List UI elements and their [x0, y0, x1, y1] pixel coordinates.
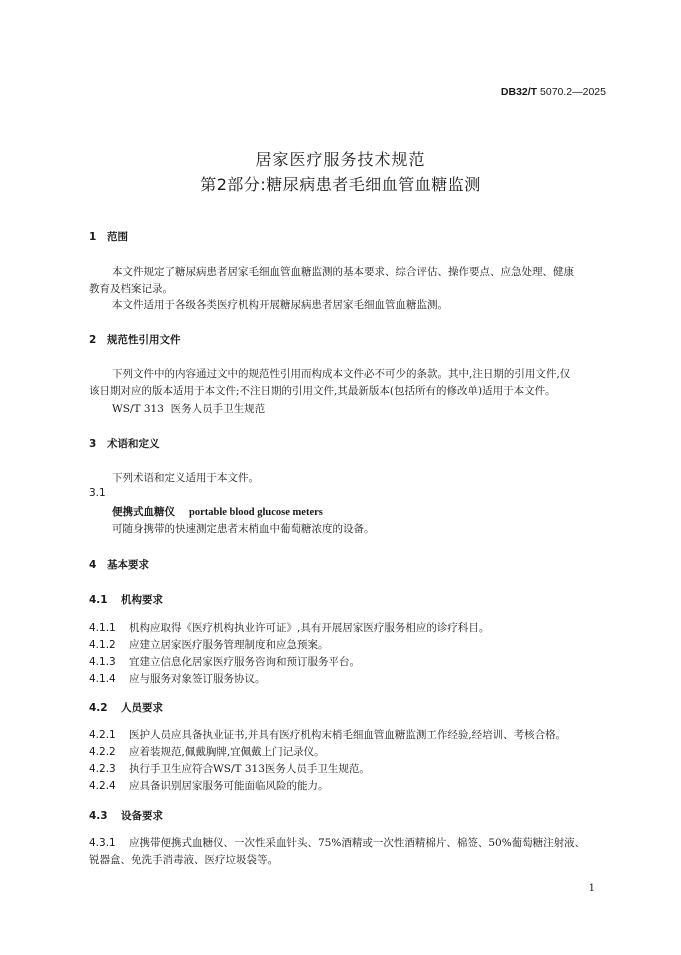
clause-text: 应与服务对象签订服务协议。	[129, 673, 266, 685]
clause-number: 4.1.4	[89, 673, 116, 685]
term-number: 3.1	[89, 487, 106, 499]
clause-number: 4.2.3	[89, 763, 116, 775]
subsection-heading-4-3	[89, 808, 163, 823]
clause-item	[89, 778, 329, 793]
term-definition: 可随身携带的快速测定患者末梢血中葡萄糖浓度的设备。	[112, 523, 375, 535]
clause-item	[89, 620, 489, 635]
clause-text: 应建立居家医疗服务管理制度和应急预案。	[129, 639, 329, 651]
normative-reference: WS/T 313 医务人员手卫生规范	[112, 403, 266, 415]
section-number: 2	[89, 334, 97, 346]
section-number: 1	[89, 231, 97, 243]
section-heading-2	[89, 332, 181, 347]
clause-item	[89, 761, 370, 776]
paragraph-line: 本文件规定了糖尿病患者居家毛细血管血糖监测的基本要求、综合评估、操作要点、应急处理、健康	[112, 266, 574, 278]
term-entry	[112, 504, 323, 519]
standard-prefix: DB32/T	[500, 86, 538, 98]
section-number: 3	[89, 438, 97, 450]
section-title: 术语和定义	[107, 438, 160, 450]
clause-text: 执行手卫生应符合WS/T 313医务人员手卫生规范。	[129, 763, 370, 775]
clause-number: 4.3.1	[89, 837, 116, 849]
subsection-number: 4.3	[89, 810, 108, 822]
clause-text: 医护人员应具备执业证书,并具有医疗机构末梢毛细血管血糖监测工作经验,经培训、考核合格。	[129, 729, 567, 741]
clause-number: 4.2.4	[89, 780, 116, 792]
clause-text: 机构应取得《医疗机构执业许可证》,具有开展居家医疗服务相应的诊疗科目。	[129, 622, 490, 634]
section-title: 范围	[107, 231, 128, 243]
section-title: 规范性引用文件	[107, 334, 181, 346]
clause-text: 应携带便携式血糖仪、一次性采血针头、75%酒精或一次性酒精棉片、棉签、50%葡萄糖注射液、	[129, 837, 586, 849]
paragraph-line: 教育及档案记录。	[89, 283, 173, 295]
clause-number: 4.1.1	[89, 622, 116, 634]
clause-number: 4.1.2	[89, 639, 116, 651]
document-title: 居家医疗服务技术规范	[255, 150, 426, 169]
clause-text: 应着装规范,佩戴胸牌,宜佩戴上门记录仪。	[129, 746, 325, 758]
clause-item	[89, 654, 360, 669]
standard-code: 5070.2—2025	[537, 86, 606, 98]
subsection-title: 人员要求	[121, 702, 163, 714]
clause-text: 应具备识别居家服务可能面临风险的能力。	[129, 780, 329, 792]
clause-item	[89, 727, 566, 742]
clause-item	[89, 671, 266, 686]
clause-number: 4.2.2	[89, 746, 116, 758]
paragraph-line: 下列文件中的内容通过文中的规范性引用而构成本文件必不可少的条款。其中,注日期的引用文件,仅	[112, 368, 571, 380]
clause-item	[89, 637, 329, 652]
clause-item	[89, 744, 325, 759]
clause-text: 宜建立信息化居家医疗服务咨询和预订服务平台。	[129, 656, 360, 668]
subsection-heading-4-2	[89, 700, 163, 715]
clause-item	[89, 835, 585, 850]
clause-number: 4.2.1	[89, 729, 116, 741]
document-subtitle: 第2部分:糖尿病患者毛细血管血糖监测	[200, 175, 481, 194]
section-number: 4	[89, 559, 97, 571]
section-heading-4	[89, 557, 149, 572]
section-heading-3	[89, 436, 160, 451]
paragraph-line: 该日期对应的版本适用于本文件;不注日期的引用文件,其最新版本(包括所有的修改单)适用于本文件。	[89, 385, 556, 397]
subsection-heading-4-1	[89, 592, 163, 607]
subsection-number: 4.2	[89, 702, 108, 714]
term-english: portable blood glucose meters	[189, 507, 323, 518]
subsection-title: 机构要求	[121, 594, 163, 606]
subsection-number: 4.1	[89, 594, 108, 606]
paragraph-line: 下列术语和定义适用于本文件。	[112, 472, 259, 484]
page-number: 1	[588, 883, 595, 894]
term-chinese: 便携式血糖仪	[112, 506, 175, 518]
standard-number	[501, 86, 606, 98]
clause-number: 4.1.3	[89, 656, 116, 668]
paragraph-line: 本文件适用于各级各类医疗机构开展糖尿病患者居家毛细血管血糖监测。	[112, 299, 448, 311]
subsection-title: 设备要求	[121, 810, 163, 822]
section-title: 基本要求	[107, 559, 149, 571]
section-heading-1	[89, 229, 128, 244]
clause-continuation: 锐器盒、免洗手消毒液、医疗垃圾袋等。	[89, 854, 278, 866]
